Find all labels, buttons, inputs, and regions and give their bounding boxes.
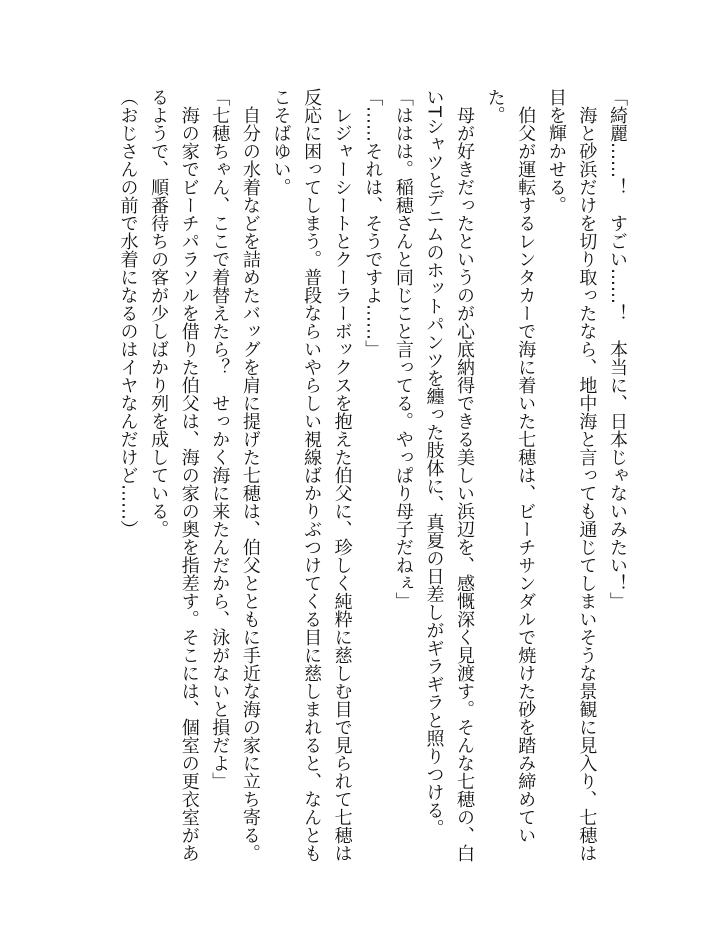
text-column: るようで、順番待ちの客が少しばかり列を成している。 (148, 88, 170, 538)
vertical-text-body (112, 88, 632, 862)
text-column: 伯父が運転するレンタカーで海に着いた七穂は、ビーチサンダルで焼けた砂を踏み締めてい (515, 88, 537, 844)
text-column: た。 (484, 88, 506, 124)
text-column: 海と砂浜だけを切り取ったなら、地中海と言っても通じてしまいそうな景観に見入り、七穂は (576, 88, 598, 862)
text-column: 「七穂ちゃん、ここで着替えたら？ せっかく海に来たんだから、泳がないと損だよ」 (209, 88, 231, 790)
text-column: レジャーシートとクーラーボックスを抱えた伯父に、珍しく純粋に慈しむ目で見られて七穂は (331, 88, 353, 862)
text-column: 反応に困ってしまう。普段ならいやらしい視線ばかりぶつけてくる目に慈しまれると、なんとも (301, 88, 323, 862)
text-column: 海の家でビーチパラソルを借りた伯父は、海の家の奥を指差す。そこには、個室の更衣室があ (178, 88, 200, 862)
text-column: 母が好きだったというのが心底納得できる美しい浜辺を、感慨深く見渡す。そんな七穂の、白 (454, 88, 476, 862)
text-column: （おじさんの前で水着になるのはイヤなんだけど……） (117, 88, 139, 538)
text-column: 「綺麗……！ すごい……！ 本当に、日本じゃないみたい！」 (607, 88, 628, 610)
text-column: 「ははは。稲穂さんと同じこと言ってる。やっぱり母子だねぇ」 (392, 88, 414, 610)
text-column: 「……それは、そうですよ……」 (362, 88, 384, 358)
text-column: 自分の水着などを詰めたバッグを肩に提げた七穂は、伯父とともに手近な海の家に立ち寄る。 (239, 88, 261, 862)
text-column: 目を輝かせる。 (545, 88, 567, 214)
text-column: いTシャツとデニムのホットパンツを纏った肢体に、真夏の日差しがギラギラと照りつける。 (423, 88, 445, 837)
text-column: こそばゆい。 (270, 88, 292, 196)
